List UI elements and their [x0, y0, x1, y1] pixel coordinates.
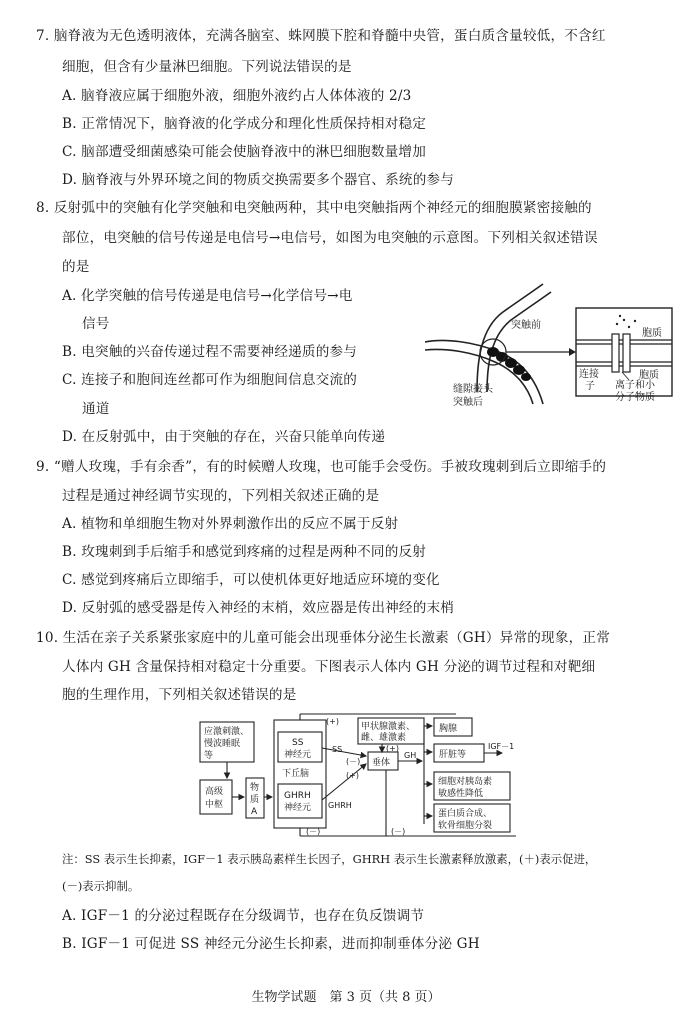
label-thymus: 胸腺 — [439, 724, 458, 734]
q9-option-c: C. 感觉到疼痛后立即缩手，可以使机体更好地适应环境的变化 — [62, 572, 440, 588]
label-thyroid-2: 雌、雄激素 — [361, 733, 407, 743]
q10-stem-line2: 人体内 GH 含量保持相对稳定十分重要。下图表示人体内 GH 分泌的调节过程和对靶细 — [62, 659, 596, 675]
label-substance-a-1: 物 — [250, 783, 260, 793]
q10-stem-line1: 10. 生活在亲子关系紧张家庭中的儿童可能会出现垂体分泌生长激素（GH）异常的现象，正常 — [36, 630, 611, 646]
label-stress-1: 应激刺激、 — [204, 727, 250, 737]
label-ss-neuron-2: 神经元 — [284, 750, 312, 760]
q7-option-c: C. 脑部遭受细菌感染可能会使脑脊液中的淋巴细胞数量增加 — [62, 144, 427, 160]
label-gap-junction: 缝隙接头 — [453, 384, 493, 395]
q8-stem-line3: 的是 — [62, 259, 90, 275]
q9-stem-line1: 9. “赠人玫瑰，手有余香”，有的时候赠人玫瑰，也可能手会受伤。手被玫瑰刺到后立即缩手的 — [36, 459, 607, 475]
label-plus-feedback: (+) — [326, 717, 339, 726]
q8-option-b: B. 电突触的兴奋传递过程不需要神经递质的参与 — [62, 344, 358, 360]
label-connexon-1: 连接 — [579, 369, 599, 380]
label-ions-2: 分子物质 — [615, 392, 655, 403]
label-ghrh-neuron-1: GHRH — [284, 791, 311, 801]
label-ghrh-neuron-2: 神经元 — [284, 803, 312, 813]
label-ghrh-arrow: GHRH — [328, 801, 352, 810]
q9-option-d: D. 反射弧的感受器是传入神经的末梢，效应器是传出神经的末梢 — [62, 600, 455, 616]
q7-stem-line1: 7. 脑脊液为无色透明液体，充满各脑室、蛛网膜下腔和脊髓中央管，蛋白质含量较低，不含红 — [36, 28, 606, 44]
label-high-center-2: 中枢 — [205, 800, 224, 810]
label-minus-ss: (－) — [346, 757, 361, 766]
label-thyroid-1: 甲状腺激素、 — [361, 722, 416, 732]
q10-note-line1: 注：SS 表示生长抑素，IGF－1 表示胰岛素样生长因子，GHRH 表示生长激素释放激素，(＋)表示促进， — [62, 852, 597, 866]
label-protein-1: 蛋白质合成、 — [438, 809, 493, 819]
label-connexon-2: 子 — [585, 381, 595, 392]
q10-stem-line3: 胞的生理作用，下列相关叙述错误的是 — [62, 687, 297, 703]
label-liver: 肝脏等 — [439, 750, 467, 760]
q9-option-a: A. 植物和单细胞生物对外界刺激作出的反应不属于反射 — [62, 516, 399, 532]
q8-option-a-line1: A. 化学突触的信号传递是电信号→化学信号→电 — [62, 288, 353, 304]
label-gh: GH — [404, 751, 417, 760]
label-cytoplasm-top: 胞质 — [642, 328, 662, 339]
label-ss-arrow: SS — [332, 745, 343, 754]
label-igf: IGF－1 — [488, 742, 515, 751]
label-minus-feedback-2: (－) — [391, 827, 406, 836]
label-substance-a-2: 质 — [250, 795, 260, 805]
q8-stem-line2: 部位，电突触的信号传递是电信号→电信号，如图为电突触的示意图。下列相关叙述错误 — [62, 230, 598, 246]
label-pituitary: 垂体 — [372, 758, 391, 768]
label-stress-3: 等 — [204, 751, 214, 761]
q9-stem-line2: 过程是通过神经调节实现的，下列相关叙述正确的是 — [62, 488, 380, 504]
label-plus-ghrh: (+) — [346, 771, 359, 780]
label-hypothalamus: 下丘脑 — [282, 769, 310, 779]
label-postsynaptic: 突触后 — [453, 397, 483, 408]
q8-option-d: D. 在反射弧中，由于突触的存在，兴奋只能单向传递 — [62, 429, 386, 445]
q10-option-b: B. IGF－1 可促进 SS 神经元分泌生长抑素，进而抑制垂体分泌 GH — [62, 936, 480, 952]
q10-note-line2: (－)表示抑制。 — [62, 879, 140, 893]
label-ions-1: 离子和小 — [615, 380, 655, 391]
label-high-center-1: 高级 — [205, 787, 224, 797]
page-footer: 生物学试题 第 3 页（共 8 页） — [251, 990, 441, 1005]
q7-option-b: B. 正常情况下，脑脊液的化学成分和理化性质保持相对稳定 — [62, 116, 427, 132]
label-presynaptic: 突触前 — [511, 320, 541, 331]
label-insulin-2: 敏感性降低 — [438, 789, 484, 799]
q8-stem-line1: 8. 反射弧中的突触有化学突触和电突触两种，其中电突触指两个神经元的细胞膜紧密接触的 — [36, 200, 592, 216]
q8-option-c-line1: C. 连接子和胞间连丝都可作为细胞间信息交流的 — [62, 372, 358, 388]
q7-option-d: D. 脑脊液与外界环境之间的物质交换需要多个器官、系统的参与 — [62, 172, 455, 188]
q8-option-a-line2: 信号 — [82, 316, 110, 332]
label-protein-2: 软骨细胞分裂 — [438, 821, 493, 831]
electrical-synapse-figure — [425, 280, 675, 420]
label-insulin-1: 细胞对胰岛素 — [438, 777, 493, 787]
label-cytoplasm-bottom: 胞质 — [639, 370, 659, 381]
q9-option-b: B. 玫瑰刺到手后缩手和感觉到疼痛的过程是两种不同的反射 — [62, 544, 427, 560]
q7-option-a: A. 脑脊液应属于细胞外液，细胞外液约占人体体液的 2/3 — [62, 88, 412, 104]
q7-stem-line2: 细胞，但含有少量淋巴细胞。下列说法错误的是 — [62, 59, 352, 75]
gh-regulation-diagram — [196, 712, 526, 842]
label-ss-neuron-1: SS — [292, 738, 304, 748]
label-plus-thyroid: (+) — [386, 744, 399, 753]
label-substance-a-3: A — [251, 807, 258, 817]
label-minus-feedback-1: (－) — [306, 827, 321, 836]
q8-option-c-line2: 通道 — [82, 401, 110, 417]
label-stress-2: 慢波睡眠 — [204, 739, 241, 749]
q10-option-a: A. IGF－1 的分泌过程既存在分级调节，也存在负反馈调节 — [62, 908, 425, 924]
